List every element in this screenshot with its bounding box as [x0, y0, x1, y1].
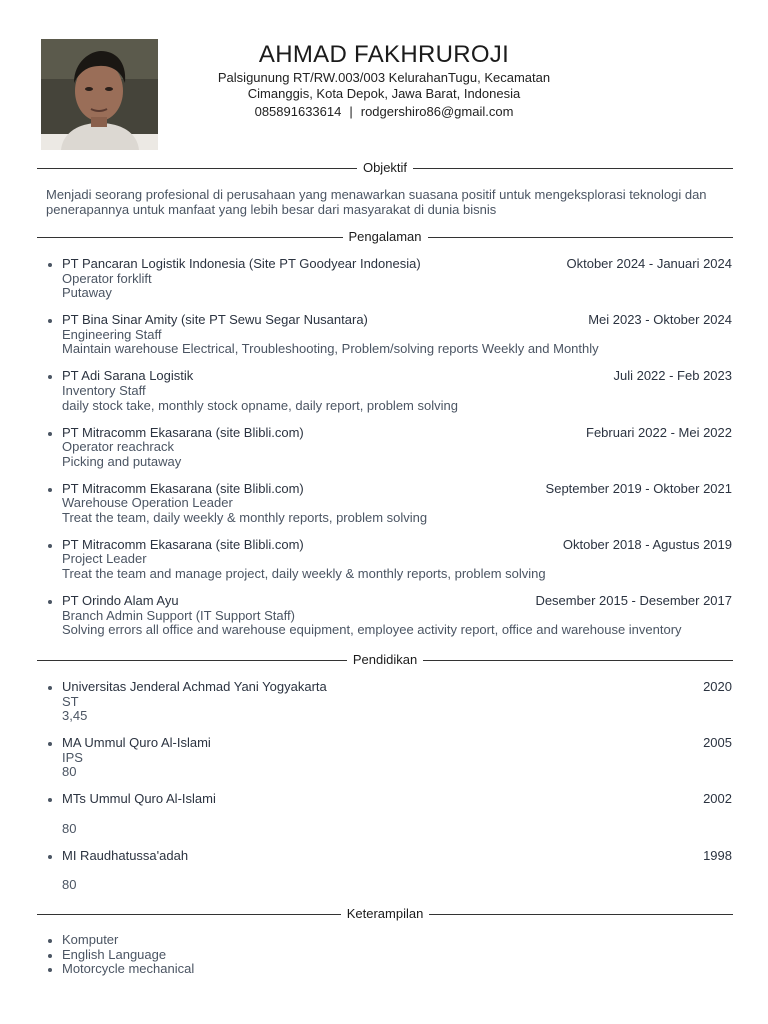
- section-title-education: Pendidikan: [352, 652, 418, 667]
- education-item: [46, 849, 732, 893]
- contact-separator: |: [349, 104, 353, 119]
- score: 80: [62, 764, 77, 780]
- section-skills: [37, 906, 733, 922]
- job-description: daily stock take, monthly stock opname, daily report, problem solving: [62, 397, 458, 413]
- education-item: [46, 736, 732, 780]
- section-title-experience: Pengalaman: [348, 229, 422, 244]
- major: [62, 807, 732, 822]
- divider: [423, 660, 733, 661]
- major: [62, 863, 732, 878]
- experience-list: [46, 257, 732, 650]
- job-description: Treat the team, daily weekly & monthly reports, problem solving: [62, 509, 428, 525]
- divider: [37, 660, 347, 661]
- skill-item: English Language: [46, 948, 194, 963]
- section-experience: [37, 229, 733, 245]
- skill-item: Motorcycle mechanical: [46, 962, 194, 977]
- experience-item: [46, 482, 732, 526]
- period: Juli 2022 - Feb 2023: [613, 368, 732, 384]
- job-description: Picking and putaway: [62, 453, 182, 469]
- skill-item: Komputer: [46, 933, 194, 948]
- experience-item: [46, 257, 732, 301]
- experience-item: [46, 594, 732, 638]
- objective-text: Menjadi seorang profesional di perusahaan yang menawarkan suasana positif untuk mengeksplorasi teknologi dan penerapannya untuk manfaat yang lebih besar dari masyarakat di dunia bisnis: [46, 187, 707, 217]
- graduation-year: 1998: [703, 847, 732, 863]
- experience-item: [46, 369, 732, 413]
- period: Februari 2022 - Mei 2022: [586, 424, 732, 440]
- education-item: [46, 792, 732, 836]
- score: 3,45: [62, 708, 88, 724]
- divider: [428, 237, 734, 238]
- job-role: Project Leader: [62, 551, 147, 567]
- job-role: Operator reachrack: [62, 439, 174, 455]
- company-name: PT Orindo Alam Ayu: [62, 593, 179, 609]
- job-role: Engineering Staff: [62, 326, 162, 342]
- education-list: [46, 680, 732, 905]
- email-address[interactable]: rodgershiro86@gmail.com: [360, 104, 514, 119]
- company-name: PT Mitracomm Ekasarana (site Blibli.com): [62, 480, 304, 496]
- major: ST: [62, 693, 79, 709]
- skills-list: [46, 933, 194, 977]
- experience-item: [46, 426, 732, 470]
- job-description: Treat the team and manage project, daily weekly & monthly reports, problem solving: [62, 566, 546, 582]
- major: IPS: [62, 749, 83, 765]
- company-name: PT Mitracomm Ekasarana (site Blibli.com): [62, 424, 304, 440]
- resume-header: [170, 40, 598, 119]
- divider: [37, 914, 341, 915]
- company-name: PT Bina Sinar Amity (site PT Sewu Segar Nusantara): [62, 312, 368, 328]
- section-education: [37, 652, 733, 668]
- period: Desember 2015 - Desember 2017: [535, 593, 732, 609]
- contact-line: [170, 104, 598, 119]
- company-name: PT Adi Sarana Logistik: [62, 368, 194, 384]
- period: Oktober 2024 - Januari 2024: [566, 256, 732, 271]
- school-name: MTs Ummul Quro Al-Islami: [62, 791, 216, 807]
- experience-item: [46, 538, 732, 582]
- score: 80: [62, 876, 77, 892]
- school-name: MI Raudhatussa'adah: [62, 847, 189, 863]
- address-line-2: Cimanggis, Kota Depok, Jawa Barat, Indonesia: [247, 86, 521, 101]
- school-name: MA Ummul Quro Al-Islami: [62, 735, 211, 751]
- education-item: [46, 680, 732, 724]
- graduation-year: 2020: [703, 679, 732, 694]
- section-title-skills: Keterampilan: [346, 906, 424, 921]
- address-line-1: Palsigunung RT/RW.003/003 KelurahanTugu, Kecamatan: [217, 70, 551, 85]
- job-role: Operator forklift: [62, 270, 152, 286]
- divider: [413, 168, 733, 169]
- period: September 2019 - Oktober 2021: [545, 480, 732, 496]
- divider: [37, 237, 343, 238]
- job-role: Branch Admin Support (IT Support Staff): [62, 607, 295, 623]
- score: 80: [62, 820, 77, 836]
- job-role: Warehouse Operation Leader: [62, 495, 233, 511]
- period: Mei 2023 - Oktober 2024: [588, 312, 732, 328]
- company-name: PT Mitracomm Ekasarana (site Blibli.com): [62, 536, 304, 552]
- graduation-year: 2002: [703, 791, 732, 807]
- section-title-objective: Objektif: [362, 160, 408, 175]
- phone-number: 085891633614: [254, 104, 342, 119]
- graduation-year: 2005: [703, 735, 732, 751]
- section-objective: [37, 160, 733, 176]
- profile-photo: [41, 39, 158, 150]
- job-description: Maintain warehouse Electrical, Troubleshooting, Problem/solving reports Weekly and Monthly: [62, 341, 599, 357]
- job-description: Solving errors all office and warehouse equipment, employee activity report, office and warehouse inventory: [62, 622, 682, 638]
- divider: [37, 168, 357, 169]
- divider: [429, 914, 733, 915]
- candidate-name: AHMAD FAKHRUROJI: [258, 41, 510, 68]
- period: Oktober 2018 - Agustus 2019: [562, 536, 732, 552]
- school-name: Universitas Jenderal Achmad Yani Yogyakarta: [62, 679, 327, 694]
- job-description: Putaway: [62, 285, 112, 301]
- job-role: Inventory Staff: [62, 382, 146, 398]
- company-name: PT Pancaran Logistik Indonesia (Site PT Goodyear Indonesia): [62, 256, 421, 271]
- experience-item: [46, 313, 732, 357]
